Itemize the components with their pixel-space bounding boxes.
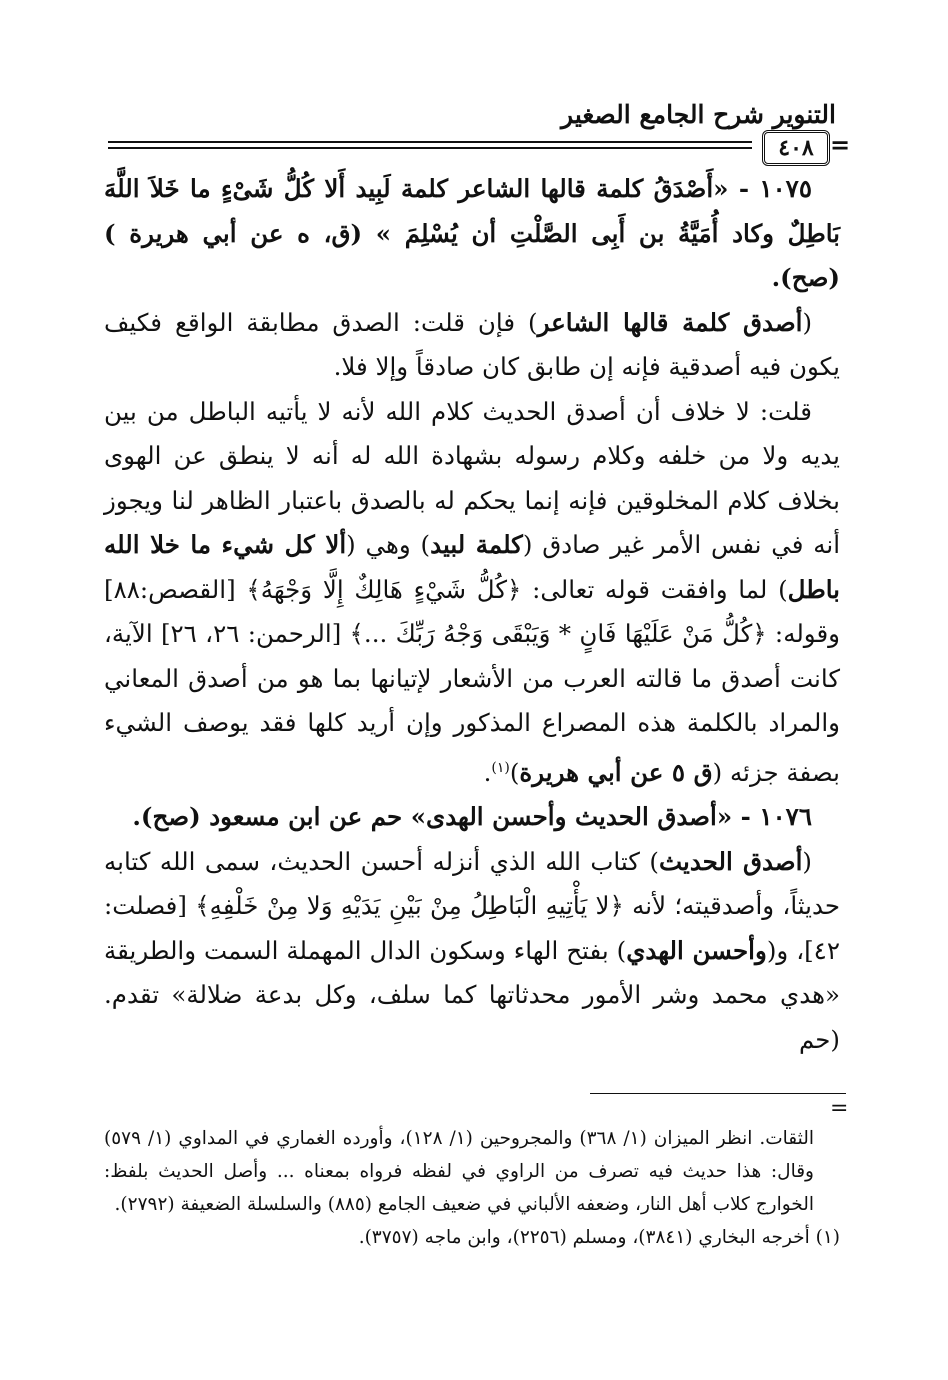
footnote-1: (١) أخرجه البخاري (٣٨٤١)، ومسلم (٢٢٥٦)، وابن ماجه (٣٧٥٧).: [358, 1227, 840, 1248]
hadith-1075: [104, 167, 840, 301]
hadith-text: أَصْدَقُ كلمة قالها الشاعر كلمة لَبِيد أَلا كُلُّ شَىْءٍ ما خَلاَ اللَّهَ بَاطِلٌ وكاد أُمَيَّةُ بن أَبِى الصَّلْتِ أن يُسْلِمَ: [104, 174, 840, 248]
commentary-term: ق ٥ عن أبي هريرة: [519, 757, 713, 787]
footnote-separator: [590, 1093, 846, 1094]
commentary-text: ) كتاب الله الذي أنزله أحسن الحديث، سمى الله كتابه حديثاً، وأصدقيته؛ لأنه ﴿لا يَأْتِيهِ الْبَاطِلُ مِنْ بَيْنِ يَدَيْهِ وَلا مِنْ خَلْفِهِ﴾ [فصلت: ٤٢]، و(: [104, 846, 840, 965]
footnote-reference[interactable]: (١): [491, 759, 510, 776]
commentary-text: ) لما وافقت قوله تعالى: ﴿كُلُّ شَيْءٍ هَالِكٌ إِلَّا وَجْهَهُ﴾ [القصص:٨٨] وقوله: ﴿كُلُّ مَنْ عَلَيْهَا فَانٍ * وَيَبْقَى وَجْهُ رَبِّكَ ...﴾ [الرحمن: ٢٦، ٢٦] الآية، كانت أصدق ما قالته العرب من الأشعار لإتيانها بما هو من أصدق المعاني والمراد بالكلمة هذه المصراع المذكور وإن أريد كلها فقد يوصف الشيء بصفة جزئه (: [104, 574, 840, 787]
commentary-paragraph: [104, 390, 840, 796]
running-title: التنوير شرح الجامع الصغير: [561, 100, 836, 129]
commentary-term: ألا كل شيء ما خلا الله باطل: [104, 530, 840, 604]
commentary-paragraph: [104, 840, 840, 1063]
commentary-term: كلمة لبيد: [430, 530, 523, 559]
main-text: [104, 167, 840, 1062]
commentary-paragraph: [104, 301, 840, 390]
header-rule-top: [108, 141, 752, 143]
commentary-term: أصدق الحديث: [658, 846, 803, 876]
commentary-text: ): [509, 757, 520, 787]
hadith-source: » حم عن ابن مسعود (صح).: [132, 802, 427, 832]
commentary-text: ) بفتح الهاء وسكون الدال المهملة السمت والطريقة «هدي محمد وشر الأمور محدثاتها كما سلف، وكل بدعة ضلالة» تقدم. (حم: [104, 935, 840, 1054]
paren: (: [802, 307, 812, 337]
commentary-term: أصدق كلمة قالها الشاعر: [537, 307, 803, 337]
footnotes: [104, 1122, 840, 1254]
commentary-text: .: [483, 757, 492, 787]
commentary-text: ) فإن قلت: الصدق مطابقة الواقع فكيف يكون فيه أصدقية فإنه إن طابق كان صادقاً وإلا فلا.: [104, 307, 840, 381]
page-number: ٤٠٨: [762, 130, 830, 166]
commentary-term: وأحسن الهدي: [626, 935, 767, 965]
header-rule-bottom: [108, 147, 752, 149]
hadith-text: أصدق الحديث وأحسن الهدى: [426, 802, 717, 832]
header-continuation-mark: =: [830, 130, 851, 159]
hadith-source: » (ق، ه عن أبي هريرة ) (صح).: [104, 218, 840, 292]
hadith-number: ١٠٧٦ - «: [716, 802, 812, 832]
footnote-continued: الثقات. انظر الميزان (١/ ٣٦٨) والمجروحين (١/ ١٢٨)، وأورده الغماري في المداوي (١/ ٥٧٩) وقال: هذا حديث فيه تصرف من الراوي في لفظه فرواه بمعناه ... وأصل الحديث بلفظ: الخوارج كلاب أهل النار، وضعفه الألباني في ضعيف الجامع (٨٨٥) والسلسلة الضعيفة (٢٧٩٢).: [104, 1128, 814, 1215]
hadith-number: ١٠٧٥ - «: [713, 174, 812, 203]
commentary-text: ) وهي (: [346, 530, 431, 559]
commentary-text: قلت: لا خلاف أن أصدق الحديث كلام الله لأنه لا يأتيه الباطل من بين يديه ولا من خلفه وكلام رسوله بشهادة الله له أنه لا ينطق عن الهوى بخلاف كلام المخلوقين فإنه إنما يحكم له بالصدق باعتبار الظاهر لنا ويجوز أنه في نفس الأمر غير صادق (: [104, 396, 840, 559]
paren: (: [802, 846, 812, 876]
hadith-1076: [104, 795, 840, 840]
footnote-continuation-mark: =: [830, 1096, 849, 1121]
